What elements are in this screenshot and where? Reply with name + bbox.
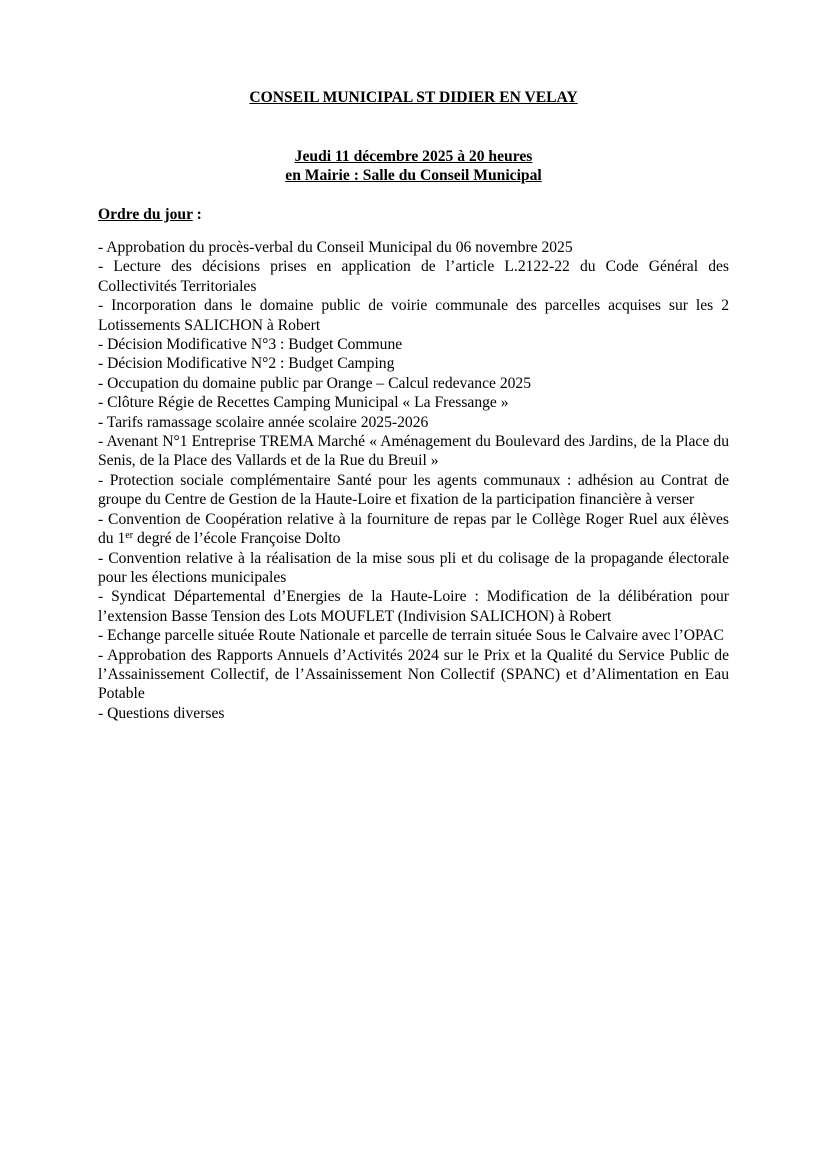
agenda-item-text: - Convention de Coopération relative à la fourniture de repas par le Collège Roger Ruel aux élèves du 1 xyxy=(98,510,729,548)
agenda-item: - Echange parcelle située Route Nationale et parcelle de terrain située Sous le Calvaire avec l’OPAC xyxy=(98,627,724,645)
agenda-item: - Convention relative à la réalisation de la mise sous pli et du colisage de la propagande électorale pour les élections municipales xyxy=(98,549,729,586)
agenda-item: - Décision Modificative N°2 : Budget Camping xyxy=(98,355,395,373)
agenda-item-text: degré de l’école Françoise Dolto xyxy=(133,530,341,548)
agenda-list xyxy=(98,238,729,723)
agenda-item: - Avenant N°1 Entreprise TREMA Marché « Aménagement du Boulevard des Jardins, de la Place du Senis, de la Place des Vallards et de la Rue du Breuil » xyxy=(98,433,729,470)
agenda-item: - Approbation des Rapports Annuels d’Activités 2024 sur le Prix et la Qualité du Service Public de l’Assainissement Collectif, de l’Assainissement Non Collectif (SPANC) et d’Alimentation en Eau Potable xyxy=(98,646,729,703)
agenda-heading-colon: : xyxy=(192,206,202,223)
agenda-item: - Syndicat Départemental d’Energies de la Haute-Loire : Modification de la délibération pour l’extension Basse Tension des Lots MOUFLET (Indivision SALICHON) à Robert xyxy=(98,588,729,625)
superscript-er: er xyxy=(125,530,134,542)
document-title: CONSEIL MUNICIPAL ST DIDIER EN VELAY xyxy=(249,89,578,106)
agenda-item: - Tarifs ramassage scolaire année scolaire 2025-2026 xyxy=(98,413,429,431)
meeting-date: Jeudi 11 décembre 2025 à 20 heures xyxy=(294,148,533,165)
agenda-item: - Incorporation dans le domaine public de voirie communale des parcelles acquises sur les 2 Lotissements SALICHON à Robert xyxy=(98,297,729,334)
agenda-item: - Occupation du domaine public par Orange – Calcul redevance 2025 xyxy=(98,374,532,392)
meeting-info xyxy=(98,147,729,185)
agenda-item: - Questions diverses xyxy=(98,704,225,722)
agenda-item: - Clôture Régie de Recettes Camping Municipal « La Fressange » xyxy=(98,394,509,412)
agenda-item: - Lecture des décisions prises en application de l’article L.2122-22 du Code Général des Collectivités Territoriales xyxy=(98,258,729,295)
agenda-item: - Décision Modificative N°3 : Budget Commune xyxy=(98,336,403,354)
agenda-item: - Protection sociale complémentaire Santé pour les agents communaux : adhésion au Contrat de groupe du Centre de Gestion de la Haute-Loire et fixation de la participation financière à verser xyxy=(98,471,729,509)
agenda-heading xyxy=(98,205,202,224)
agenda-item xyxy=(98,510,729,549)
agenda-heading-label: Ordre du jour xyxy=(98,206,193,223)
meeting-location: en Mairie : Salle du Conseil Municipal xyxy=(285,167,542,184)
agenda-item: - Approbation du procès-verbal du Conseil Municipal du 06 novembre 2025 xyxy=(98,239,573,256)
